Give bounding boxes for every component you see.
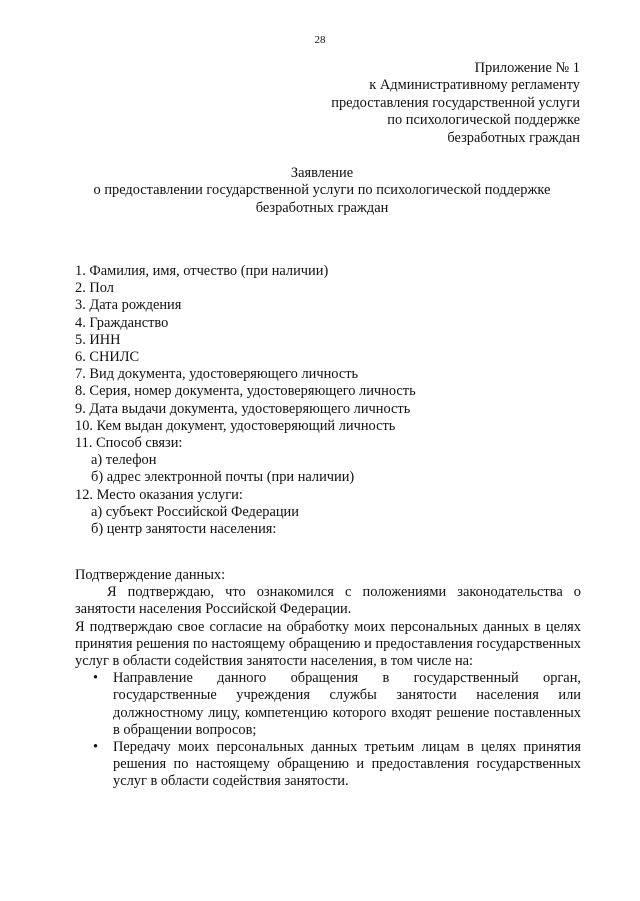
field-snils: 6. СНИЛС: [75, 349, 140, 366]
bullet-icon: •: [93, 739, 99, 756]
consent-paragraph: Я подтверждаю свое согласие на обработку моих персональных данных в целях принятия решения по настоящему обращению и предоставления государственных услуг в области содействия занятости населения, в том числе на:: [75, 618, 581, 670]
field-location-region: а) субъект Российской Федерации: [91, 503, 299, 520]
field-contact-method: 11. Способ связи:: [75, 435, 183, 452]
field-gender: 2. Пол: [75, 280, 114, 297]
appendix-line: безработных граждан: [447, 129, 580, 146]
field-id-issued-by: 10. Кем выдан документ, удостоверяющий личность: [75, 417, 396, 434]
page-number: 28: [314, 34, 326, 46]
consent-bullet-item: [75, 670, 581, 739]
document-title: [60, 165, 584, 217]
consent-bullets: [75, 670, 581, 790]
confirmation-heading: Подтверждение данных:: [75, 567, 226, 583]
bullet-icon: •: [93, 670, 99, 687]
field-service-location: 12. Место оказания услуги:: [75, 486, 243, 503]
field-birth-date: 3. Дата рождения: [75, 297, 182, 314]
consent-bullet-item: [75, 739, 581, 791]
consent-bullet-text: Направление данного обращения в государственный орган, государственные учреждения службы занятости населения или должностному лицу, компетенцию которого входят решение поставленных в обращении вопросов;: [113, 670, 581, 738]
field-id-document-number: 8. Серия, номер документа, удостоверяющего личность: [75, 383, 416, 400]
appendix-header: [331, 60, 580, 147]
application-fields-list: [75, 263, 595, 538]
title-line: о предоставлении государственной услуги по психологической поддержке: [93, 182, 551, 199]
consent-bullet-text: Передачу моих персональных данных третьим лицам в целях принятия решения по настоящему обращению и предоставления государственных услуг в области содействия занятости.: [113, 739, 581, 790]
confirmation-section: [75, 567, 581, 791]
field-inn: 5. ИНН: [75, 331, 121, 348]
field-id-document-type: 7. Вид документа, удостоверяющего личность: [75, 366, 359, 383]
field-contact-phone: а) телефон: [91, 452, 157, 469]
appendix-line: к Административному регламенту: [369, 77, 580, 94]
appendix-line: Приложение № 1: [474, 60, 580, 76]
field-citizenship: 4. Гражданство: [75, 314, 169, 331]
field-contact-email: б) адрес электронной почты (при наличии): [91, 469, 355, 486]
appendix-line: по психологической поддержке: [387, 112, 580, 129]
field-id-issue-date: 9. Дата выдачи документа, удостоверяющего личность: [75, 400, 411, 417]
title-line: Заявление: [290, 165, 354, 181]
title-line: безработных граждан: [255, 199, 389, 216]
field-full-name: 1. Фамилия, имя, отчество (при наличии): [75, 263, 329, 279]
confirmation-paragraph: Я подтверждаю, что ознакомился с положениями законодательства о занятости населения Российской Федерации.: [75, 584, 581, 618]
appendix-line: предоставления государственной услуги: [331, 94, 580, 111]
field-location-center: б) центр занятости населения:: [91, 521, 277, 538]
